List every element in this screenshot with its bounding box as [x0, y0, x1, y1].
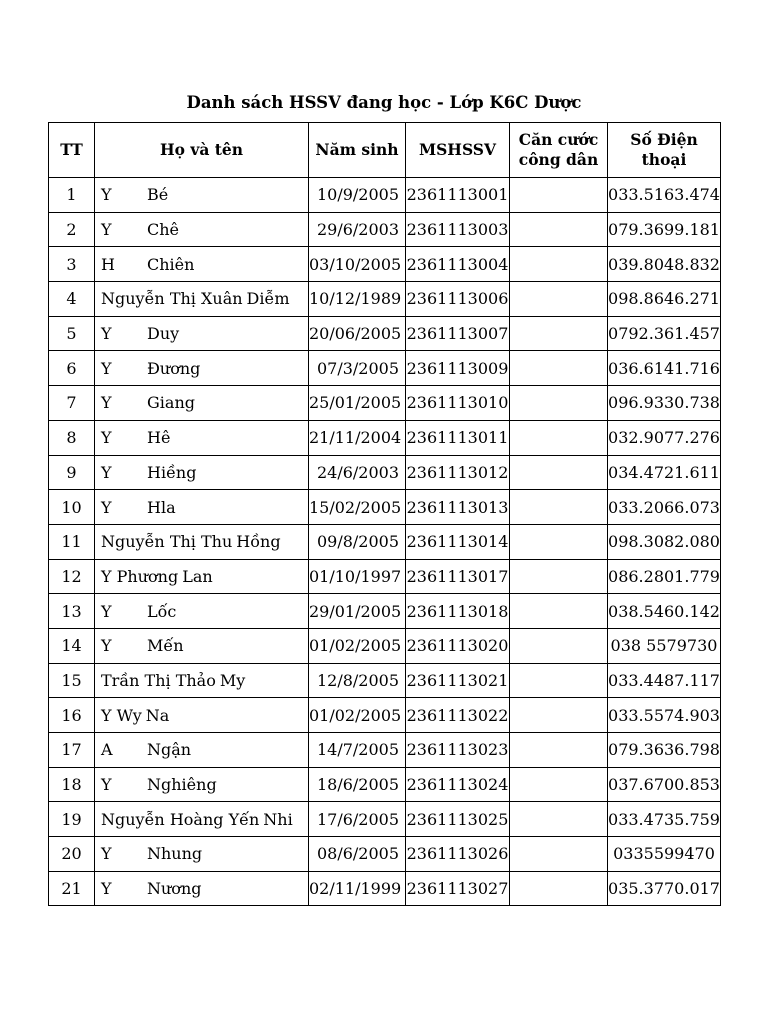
cell-tt: 16: [49, 698, 95, 733]
cell-phone: 079.3636.798: [608, 733, 721, 768]
cell-name: [95, 663, 309, 698]
cell-surname: Y: [101, 462, 112, 482]
cell-given-name: Chiên: [147, 254, 195, 274]
cell-citizen-id: [510, 594, 608, 629]
cell-surname: Y: [101, 185, 112, 205]
cell-citizen-id: [510, 524, 608, 559]
cell-name: [95, 698, 309, 733]
cell-surname: Nguyễn Hoàng Yến: [101, 809, 260, 829]
header-student-id: MSHSSV: [406, 123, 510, 178]
cell-phone: 033.4487.117: [608, 663, 721, 698]
cell-dob: 14/7/2005: [309, 733, 406, 768]
table-header-row: [49, 123, 721, 178]
cell-dob: 17/6/2005: [309, 802, 406, 837]
cell-student-id: 2361113004: [406, 247, 510, 282]
cell-dob: 29/01/2005: [309, 594, 406, 629]
cell-citizen-id: [510, 247, 608, 282]
cell-tt: 5: [49, 316, 95, 351]
cell-student-id: 2361113024: [406, 767, 510, 802]
cell-surname: Y: [101, 879, 112, 899]
cell-student-id: 2361113026: [406, 837, 510, 872]
cell-given-name: Lốc: [147, 601, 177, 621]
table-row: [49, 178, 721, 213]
table-row: [49, 871, 721, 906]
table-row: [49, 802, 721, 837]
table-row: [49, 212, 721, 247]
cell-phone: 037.6700.853: [608, 767, 721, 802]
cell-given-name: Chê: [147, 220, 180, 240]
cell-phone: 033.2066.073: [608, 490, 721, 525]
cell-citizen-id: [510, 871, 608, 906]
cell-tt: 10: [49, 490, 95, 525]
cell-surname: Nguyễn Thị Thu: [101, 532, 233, 552]
cell-phone: 033.5163.474: [608, 178, 721, 213]
cell-citizen-id: [510, 837, 608, 872]
cell-student-id: 2361113007: [406, 316, 510, 351]
header-citizen-id: Căn cước công dân: [510, 123, 608, 178]
table-row: [49, 663, 721, 698]
cell-tt: 8: [49, 420, 95, 455]
cell-name: [95, 802, 309, 837]
cell-student-id: 2361113017: [406, 559, 510, 594]
cell-tt: 2: [49, 212, 95, 247]
cell-given-name: Hê: [147, 428, 171, 448]
cell-name: [95, 490, 309, 525]
table-body: [49, 178, 721, 906]
cell-dob: 08/6/2005: [309, 837, 406, 872]
cell-surname: A: [101, 740, 113, 760]
cell-dob: 01/02/2005: [309, 628, 406, 663]
cell-name: [95, 282, 309, 317]
cell-dob: 01/02/2005: [309, 698, 406, 733]
cell-student-id: 2361113010: [406, 386, 510, 421]
cell-tt: 17: [49, 733, 95, 768]
cell-surname: Y Phương: [101, 566, 179, 586]
cell-given-name: Hiềng: [147, 462, 197, 482]
cell-name: [95, 212, 309, 247]
cell-phone: 038 5579730: [608, 628, 721, 663]
cell-tt: 1: [49, 178, 95, 213]
cell-student-id: 2361113027: [406, 871, 510, 906]
cell-phone: 039.8048.832: [608, 247, 721, 282]
cell-dob: 20/06/2005: [309, 316, 406, 351]
cell-tt: 4: [49, 282, 95, 317]
table-row: [49, 698, 721, 733]
cell-student-id: 2361113014: [406, 524, 510, 559]
cell-given-name: Lan: [182, 566, 213, 586]
student-table: [48, 122, 721, 906]
cell-dob: 15/02/2005: [309, 490, 406, 525]
cell-tt: 9: [49, 455, 95, 490]
cell-tt: 13: [49, 594, 95, 629]
cell-name: [95, 247, 309, 282]
cell-student-id: 2361113023: [406, 733, 510, 768]
cell-given-name: Bé: [147, 185, 169, 205]
cell-dob: 18/6/2005: [309, 767, 406, 802]
table-row: [49, 559, 721, 594]
cell-given-name: Hồng: [236, 532, 281, 552]
cell-citizen-id: [510, 282, 608, 317]
cell-citizen-id: [510, 733, 608, 768]
header-name: Họ và tên: [95, 123, 309, 178]
cell-name: [95, 628, 309, 663]
cell-citizen-id: [510, 698, 608, 733]
cell-name: [95, 871, 309, 906]
cell-phone: 096.9330.738: [608, 386, 721, 421]
cell-name: [95, 594, 309, 629]
cell-given-name: Duy: [147, 324, 180, 344]
cell-dob: 12/8/2005: [309, 663, 406, 698]
cell-student-id: 2361113013: [406, 490, 510, 525]
header-tt: TT: [49, 123, 95, 178]
table-row: [49, 490, 721, 525]
cell-surname: Y: [101, 497, 112, 517]
table-row: [49, 420, 721, 455]
cell-phone: 035.3770.017: [608, 871, 721, 906]
cell-student-id: 2361113003: [406, 212, 510, 247]
cell-phone: 086.2801.779: [608, 559, 721, 594]
table-row: [49, 628, 721, 663]
cell-student-id: 2361113012: [406, 455, 510, 490]
cell-given-name: Diễm: [246, 289, 290, 309]
table-row: [49, 837, 721, 872]
cell-phone: 034.4721.611: [608, 455, 721, 490]
cell-surname: Trần Thị Thảo: [101, 670, 216, 690]
cell-tt: 18: [49, 767, 95, 802]
header-phone: Số Điện thoại: [608, 123, 721, 178]
cell-citizen-id: [510, 351, 608, 386]
cell-given-name: Giang: [147, 393, 195, 413]
cell-name: [95, 316, 309, 351]
cell-name: [95, 733, 309, 768]
cell-dob: 25/01/2005: [309, 386, 406, 421]
cell-name: [95, 767, 309, 802]
cell-phone: 0335599470: [608, 837, 721, 872]
cell-given-name: Nhi: [263, 809, 293, 829]
cell-dob: 09/8/2005: [309, 524, 406, 559]
cell-given-name: Mến: [147, 636, 184, 656]
cell-tt: 6: [49, 351, 95, 386]
cell-student-id: 2361113011: [406, 420, 510, 455]
cell-given-name: My: [219, 670, 246, 690]
cell-dob: 24/6/2003: [309, 455, 406, 490]
cell-student-id: 2361113006: [406, 282, 510, 317]
cell-citizen-id: [510, 559, 608, 594]
cell-surname: Y: [101, 393, 112, 413]
cell-student-id: 2361113020: [406, 628, 510, 663]
cell-surname: Y: [101, 324, 112, 344]
cell-tt: 14: [49, 628, 95, 663]
table-row: [49, 316, 721, 351]
cell-phone: 032.9077.276: [608, 420, 721, 455]
cell-phone: 0792.361.457: [608, 316, 721, 351]
cell-tt: 3: [49, 247, 95, 282]
cell-surname: Y: [101, 636, 112, 656]
cell-tt: 19: [49, 802, 95, 837]
cell-given-name: Ngận: [147, 740, 192, 760]
cell-surname: Y: [101, 601, 112, 621]
cell-phone: 098.3082.080: [608, 524, 721, 559]
cell-student-id: 2361113009: [406, 351, 510, 386]
cell-student-id: 2361113021: [406, 663, 510, 698]
cell-dob: 07/3/2005: [309, 351, 406, 386]
table-row: [49, 247, 721, 282]
cell-dob: 01/10/1997: [309, 559, 406, 594]
cell-name: [95, 837, 309, 872]
cell-surname: Y: [101, 358, 112, 378]
cell-citizen-id: [510, 386, 608, 421]
cell-tt: 11: [49, 524, 95, 559]
header-dob: Năm sinh: [309, 123, 406, 178]
cell-tt: 12: [49, 559, 95, 594]
table-row: [49, 524, 721, 559]
cell-student-id: 2361113022: [406, 698, 510, 733]
cell-name: [95, 351, 309, 386]
cell-phone: 033.5574.903: [608, 698, 721, 733]
cell-surname: Y: [101, 428, 112, 448]
cell-dob: 10/12/1989: [309, 282, 406, 317]
cell-name: [95, 386, 309, 421]
cell-tt: 21: [49, 871, 95, 906]
cell-dob: 03/10/2005: [309, 247, 406, 282]
cell-name: [95, 559, 309, 594]
table-row: [49, 594, 721, 629]
cell-dob: 02/11/1999: [309, 871, 406, 906]
cell-given-name: Nhung: [147, 844, 203, 864]
cell-phone: 098.8646.271: [608, 282, 721, 317]
cell-tt: 20: [49, 837, 95, 872]
table-row: [49, 386, 721, 421]
cell-given-name: Nương: [147, 879, 202, 899]
page-title: Danh sách HSSV đang học - Lớp K6C Dược: [186, 93, 582, 112]
cell-name: [95, 455, 309, 490]
cell-citizen-id: [510, 802, 608, 837]
cell-surname: Nguyễn Thị Xuân: [101, 289, 243, 309]
cell-dob: 29/6/2003: [309, 212, 406, 247]
cell-given-name: Hla: [147, 497, 176, 517]
table-row: [49, 455, 721, 490]
cell-citizen-id: [510, 628, 608, 663]
cell-given-name: Nghiêng: [147, 775, 217, 795]
table-row: [49, 351, 721, 386]
cell-phone: 036.6141.716: [608, 351, 721, 386]
cell-phone: 038.5460.142: [608, 594, 721, 629]
cell-surname: Y: [101, 220, 112, 240]
cell-student-id: 2361113025: [406, 802, 510, 837]
cell-citizen-id: [510, 316, 608, 351]
cell-surname: Y Wy: [101, 705, 142, 725]
cell-student-id: 2361113001: [406, 178, 510, 213]
table-row: [49, 282, 721, 317]
cell-tt: 7: [49, 386, 95, 421]
cell-citizen-id: [510, 490, 608, 525]
cell-citizen-id: [510, 767, 608, 802]
cell-surname: Y: [101, 844, 112, 864]
cell-given-name: Đương: [147, 358, 201, 378]
table-row: [49, 733, 721, 768]
cell-student-id: 2361113018: [406, 594, 510, 629]
cell-surname: Y: [101, 775, 112, 795]
cell-given-name: Na: [145, 705, 170, 725]
cell-phone: 033.4735.759: [608, 802, 721, 837]
cell-dob: 21/11/2004: [309, 420, 406, 455]
cell-tt: 15: [49, 663, 95, 698]
cell-name: [95, 178, 309, 213]
cell-surname: H: [101, 254, 115, 274]
cell-citizen-id: [510, 455, 608, 490]
cell-citizen-id: [510, 178, 608, 213]
cell-name: [95, 420, 309, 455]
cell-citizen-id: [510, 663, 608, 698]
cell-citizen-id: [510, 420, 608, 455]
cell-citizen-id: [510, 212, 608, 247]
table-row: [49, 767, 721, 802]
cell-name: [95, 524, 309, 559]
cell-dob: 10/9/2005: [309, 178, 406, 213]
cell-phone: 079.3699.181: [608, 212, 721, 247]
